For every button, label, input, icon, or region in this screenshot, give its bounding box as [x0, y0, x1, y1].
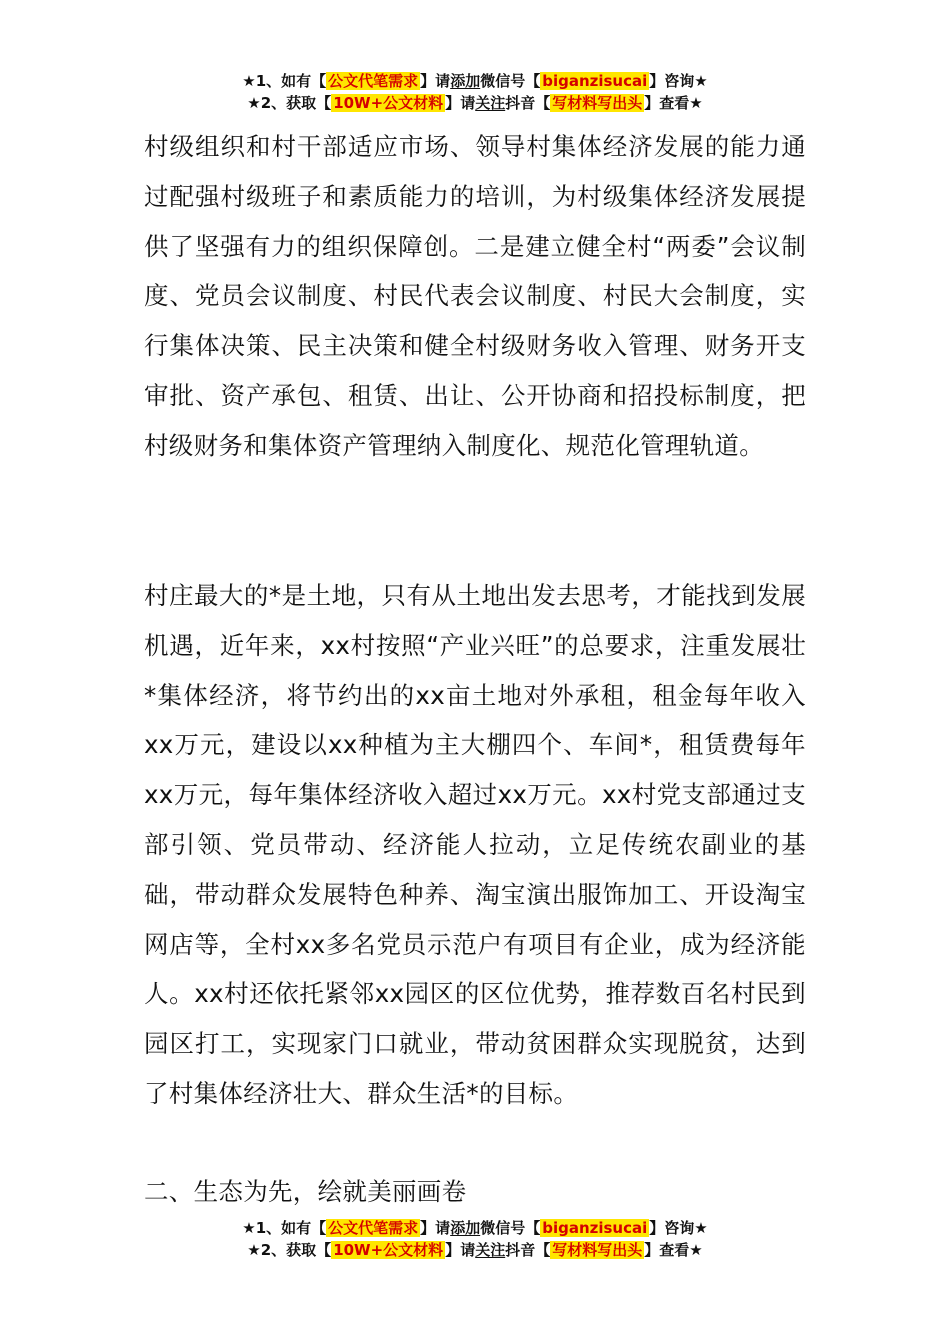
banner-text: ★2、获取【 — [247, 1241, 332, 1259]
highlight-service: 公文代笔需求 — [328, 72, 419, 90]
banner-text: ★2、获取【 — [247, 94, 332, 112]
banner-text: ★1、如有【 — [242, 1219, 327, 1237]
banner-text: 抖音【 — [505, 1241, 551, 1259]
section-heading — [144, 1167, 806, 1217]
banner-text: 】请 — [420, 72, 451, 90]
body-paragraph-1 — [144, 122, 806, 471]
highlight-wechat-id: biganzisucai — [542, 72, 648, 90]
underlined-text: 添加 — [450, 1219, 481, 1237]
banner-line-1 — [0, 1217, 950, 1239]
body-paragraph-2 — [144, 571, 806, 1119]
highlight-materials: 10W+公文材料 — [333, 1241, 444, 1259]
banner-text: 】咨询★ — [649, 72, 708, 90]
banner-text: 抖音【 — [505, 94, 551, 112]
highlight-materials: 10W+公文材料 — [333, 94, 444, 112]
highlight-wechat-id: biganzisucai — [542, 1219, 648, 1237]
underlined-text: 添加 — [450, 72, 481, 90]
highlight-service: 公文代笔需求 — [328, 1219, 419, 1237]
banner-text: 】请 — [420, 1219, 451, 1237]
banner-text: 】请 — [445, 94, 476, 112]
banner-text: 】请 — [445, 1241, 476, 1259]
banner-text: 】查看★ — [644, 1241, 703, 1259]
footer-banner — [0, 1217, 950, 1261]
banner-text: 微信号【 — [480, 1219, 541, 1237]
banner-text: 】查看★ — [644, 94, 703, 112]
underlined-text: 关注 — [475, 94, 506, 112]
banner-line-2 — [0, 1239, 950, 1261]
banner-text: ★1、如有【 — [242, 72, 327, 90]
paragraph-text: 村庄最大的*是土地，只有从土地出发去思考，才能找到发展机遇，近年来，xx村按照“产业兴旺”的总要求，注重发展壮*集体经济，将节约出的xx亩土地对外承租，租金每年收入xx万元，建设以xx种植为主大棚四个、车间*，租赁费每年xx万元，每年集体经济收入超过xx万元。xx村党支部通过支部引领、党员带动、经济能人拉动，立足传统农副业的基础，带动群众发展特色种养、淘宝演出服饰加工、开设淘宝网店等，全村xx多名党员示范户有项目有企业，成为经济能人。xx村还依托紧邻xx园区的区位优势，推荐数百名村民到园区打工，实现家门口就业，带动贫困群众实现脱贫，达到了村集体经济壮大、群众生活*的目标。 — [144, 581, 806, 1108]
highlight-douyin-account: 写材料写出头 — [552, 94, 643, 112]
banner-line-2 — [0, 92, 950, 114]
underlined-text: 关注 — [475, 1241, 506, 1259]
heading-text: 二、生态为先，绘就美丽画卷 — [144, 1177, 467, 1206]
highlight-douyin-account: 写材料写出头 — [552, 1241, 643, 1259]
banner-line-1 — [0, 70, 950, 92]
paragraph-text: 村级组织和村干部适应市场、领导村集体经济发展的能力通过配强村级班子和素质能力的培训，为村级集体经济发展提供了坚强有力的组织保障创。二是建立健全村“两委”会议制度、党员会议制度、村民代表会议制度、村民大会制度，实行集体决策、民主决策和健全村级财务收入管理、财务开支审批、资产承包、租赁、出让、公开协商和招投标制度，把村级财务和集体资产管理纳入制度化、规范化管理轨道。 — [144, 132, 806, 460]
banner-text: 微信号【 — [480, 72, 541, 90]
banner-text: 】咨询★ — [649, 1219, 708, 1237]
header-banner — [0, 70, 950, 114]
